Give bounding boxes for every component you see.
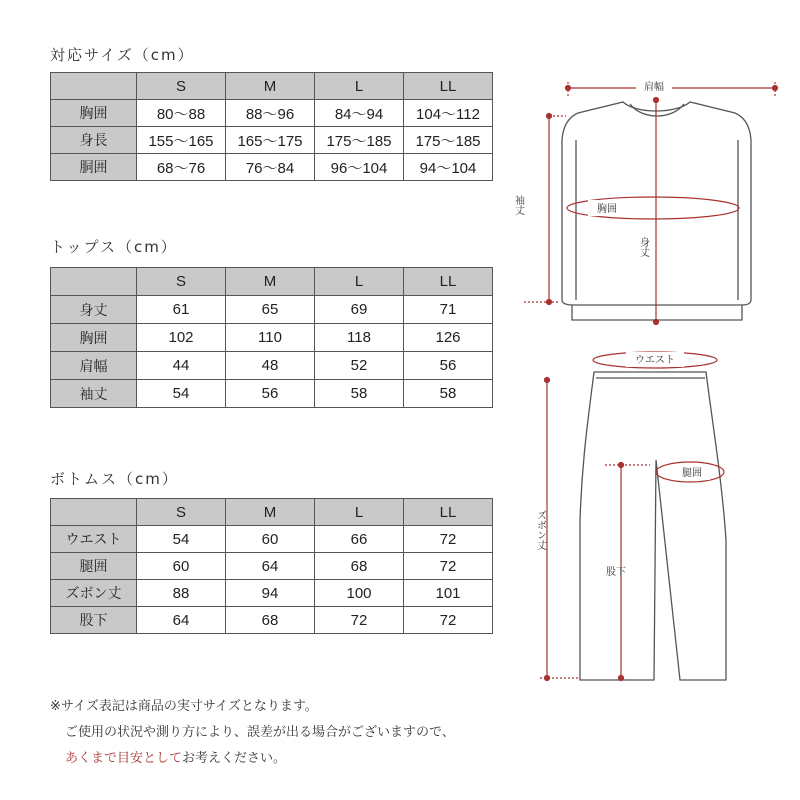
header-l: L [315, 73, 404, 100]
row-label: ズボン丈 [51, 580, 137, 607]
header-s: S [137, 73, 226, 100]
cell: 110 [226, 324, 315, 352]
cell: 71 [404, 296, 493, 324]
label-pants-length: ズボン丈 [534, 510, 546, 550]
cell: 60 [137, 553, 226, 580]
header-ll: LL [404, 73, 493, 100]
cell: 88〜96 [226, 100, 315, 127]
cell: 61 [137, 296, 226, 324]
header-l: L [315, 268, 404, 296]
row-label: 胴囲 [51, 154, 137, 181]
row-label: 身丈 [51, 296, 137, 324]
cell: 56 [226, 380, 315, 408]
cell: 72 [404, 607, 493, 634]
cell: 126 [404, 324, 493, 352]
cell: 118 [315, 324, 404, 352]
cell: 175〜185 [315, 127, 404, 154]
section-title-bottoms: ボトムス（cm） [50, 470, 179, 488]
cell: 88 [137, 580, 226, 607]
cell: 68 [315, 553, 404, 580]
cell: 68〜76 [137, 154, 226, 181]
cell: 72 [315, 607, 404, 634]
cell: 64 [137, 607, 226, 634]
cell: 69 [315, 296, 404, 324]
cell: 100 [315, 580, 404, 607]
cell: 56 [404, 352, 493, 380]
label-body-length: 身丈 [637, 237, 649, 257]
cell: 64 [226, 553, 315, 580]
label-waist: ウエスト [635, 355, 675, 366]
cell: 96〜104 [315, 154, 404, 181]
label-shoulder: 肩幅 [644, 82, 664, 93]
header-l: L [315, 499, 404, 526]
cell: 84〜94 [315, 100, 404, 127]
note-line-1: ※サイズ表記は商品の実寸サイズとなります。 [50, 699, 318, 714]
row-label: 肩幅 [51, 352, 137, 380]
cell: 68 [226, 607, 315, 634]
cell: 80〜88 [137, 100, 226, 127]
note-line-2: ご使用の状況や測り方により、誤差が出る場合がございますので、 [65, 725, 455, 740]
cell: 165〜175 [226, 127, 315, 154]
row-label: 胸囲 [51, 324, 137, 352]
label-chest: 胸囲 [597, 204, 617, 215]
section-title-tops: トップス（cm） [50, 238, 178, 256]
header-ll: LL [404, 499, 493, 526]
cell: 76〜84 [226, 154, 315, 181]
note-accent: あくまで目安として [65, 751, 183, 766]
note-line-3 [50, 746, 455, 772]
header-s: S [137, 499, 226, 526]
cell: 94〜104 [404, 154, 493, 181]
section-title-sizes: 対応サイズ（cm） [50, 46, 195, 64]
cell: 104〜112 [404, 100, 493, 127]
cell: 54 [137, 526, 226, 553]
row-label: 袖丈 [51, 380, 137, 408]
header-m: M [226, 73, 315, 100]
header-m: M [226, 499, 315, 526]
cell: 60 [226, 526, 315, 553]
header-m: M [226, 268, 315, 296]
cell: 44 [137, 352, 226, 380]
row-label: 身長 [51, 127, 137, 154]
row-label: ウエスト [51, 526, 137, 553]
row-label: 胸囲 [51, 100, 137, 127]
pants-icon [580, 372, 726, 680]
cell: 175〜185 [404, 127, 493, 154]
cell: 72 [404, 526, 493, 553]
cell: 58 [315, 380, 404, 408]
cell: 65 [226, 296, 315, 324]
cell: 72 [404, 553, 493, 580]
cell: 102 [137, 324, 226, 352]
header-ll: LL [404, 268, 493, 296]
cell: 48 [226, 352, 315, 380]
row-label: 股下 [51, 607, 137, 634]
cell: 155〜165 [137, 127, 226, 154]
cell: 54 [137, 380, 226, 408]
header-s: S [137, 268, 226, 296]
label-inseam: 股下 [606, 567, 626, 578]
row-label: 腿囲 [51, 553, 137, 580]
note-rest: お考えください。 [182, 751, 287, 766]
label-thigh: 腿囲 [682, 468, 702, 479]
label-sleeve: 袖丈 [512, 195, 524, 215]
cell: 66 [315, 526, 404, 553]
cell: 58 [404, 380, 493, 408]
bottom-measure-lines [540, 352, 724, 681]
cell: 52 [315, 352, 404, 380]
cell: 94 [226, 580, 315, 607]
size-notes [50, 694, 455, 772]
cell: 101 [404, 580, 493, 607]
